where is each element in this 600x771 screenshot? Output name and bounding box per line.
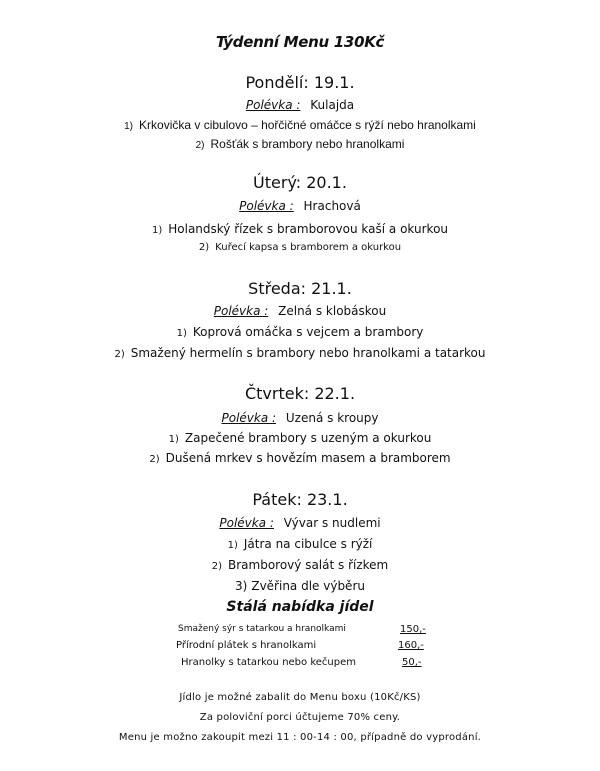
item-number: 1) <box>168 434 179 445</box>
fixed-item-name: Hranolky s tatarkou nebo kečupem <box>181 657 356 668</box>
menu-title: Týdenní Menu 130Kč <box>215 33 385 51</box>
menu-item <box>0 451 600 465</box>
fixed-item-name: Smažený sýr s tatarkou a hranolkami <box>178 624 346 634</box>
note-hours: Menu je možno zakoupit mezi 11 : 00-14 : 00, případně do vyprodání. <box>118 732 482 743</box>
item-text: Játra na cibulce s rýží <box>243 537 373 551</box>
menu-item <box>0 558 600 572</box>
item-text: Kuřecí kapsa s bramborem a okurkou <box>215 242 402 253</box>
day-heading-monday: Pondělí: 19.1. <box>245 73 355 92</box>
soup-name: Vývar s nudlemi <box>283 516 381 530</box>
menu-item <box>0 579 600 593</box>
menu-item <box>0 118 600 132</box>
soup-tuesday <box>0 199 600 213</box>
item-number: 3) <box>235 579 248 593</box>
item-text: Smažený hermelín s brambory nebo hranolkami a tatarkou <box>130 346 486 360</box>
note-packaging: Jídlo je možné zabalit do Menu boxu (10Kč/KS) <box>179 692 421 703</box>
soup-label: Polévka : <box>219 516 274 530</box>
fixed-item-name: Přírodní plátek s hranolkami <box>176 640 317 651</box>
soup-name: Hrachová <box>303 199 361 213</box>
menu-item <box>0 222 600 236</box>
item-text: Zapečené brambory s uzeným a okurkou <box>184 431 432 445</box>
soup-label: Polévka : <box>213 304 269 318</box>
item-number: 1) <box>176 328 187 339</box>
soup-thursday <box>0 411 600 425</box>
fixed-item-price: 150,- <box>400 624 426 635</box>
menu-item <box>0 242 600 253</box>
soup-wednesday <box>0 304 600 318</box>
fixed-menu-row <box>178 624 438 634</box>
item-text: Zvěřina dle výběru <box>251 579 365 593</box>
item-text: Dušená mrkev s hovězím masem a bramborem <box>165 451 451 465</box>
fixed-item-price: 50,- <box>402 657 422 668</box>
soup-name: Uzená s kroupy <box>285 411 379 425</box>
item-text: Rošťák s brambory nebo hranolkami <box>210 137 405 151</box>
soup-label: Polévka : <box>221 411 277 425</box>
menu-item <box>0 137 600 151</box>
note-half-portion: Za poloviční porci účtujeme 70% ceny. <box>199 712 401 723</box>
day-heading-thursday: Čtvrtek: 22.1. <box>244 384 356 403</box>
item-number: 1) <box>151 225 163 236</box>
day-heading-friday: Pátek: 23.1. <box>252 490 348 509</box>
item-text: Koprová omáčka s vejcem a brambory <box>192 325 424 339</box>
menu-item <box>0 537 600 551</box>
day-heading-wednesday: Středa: 21.1. <box>248 279 352 298</box>
item-number: 2) <box>114 349 125 360</box>
menu-item <box>0 325 600 339</box>
menu-item <box>0 431 600 445</box>
item-number: 2) <box>195 140 205 151</box>
item-number: 1) <box>124 121 134 132</box>
fixed-item-price: 160,- <box>398 640 424 651</box>
item-number: 2) <box>211 561 222 572</box>
item-number: 2) <box>149 454 160 465</box>
day-heading-tuesday: Úterý: 20.1. <box>253 173 347 192</box>
fixed-menu-row <box>176 640 436 651</box>
item-text: Holandský řízek s bramborovou kaší a okurkou <box>168 222 449 236</box>
soup-name: Zelná s klobáskou <box>278 304 387 318</box>
soup-label: Polévka : <box>239 199 294 213</box>
item-number: 2) <box>198 242 210 253</box>
soup-label: Polévka : <box>245 98 301 112</box>
fixed-menu-row <box>181 657 441 668</box>
fixed-menu-heading: Stálá nabídka jídel <box>226 599 374 615</box>
item-text: Bramborový salát s řízkem <box>228 558 389 572</box>
item-text: Krkovička v cibulovo – hořčičné omáčce s rýží nebo hranolkami <box>139 118 476 132</box>
soup-name: Kulajda <box>310 98 355 112</box>
soup-friday <box>0 516 600 530</box>
item-number: 1) <box>227 540 238 551</box>
menu-item <box>0 346 600 360</box>
soup-monday <box>0 98 600 112</box>
